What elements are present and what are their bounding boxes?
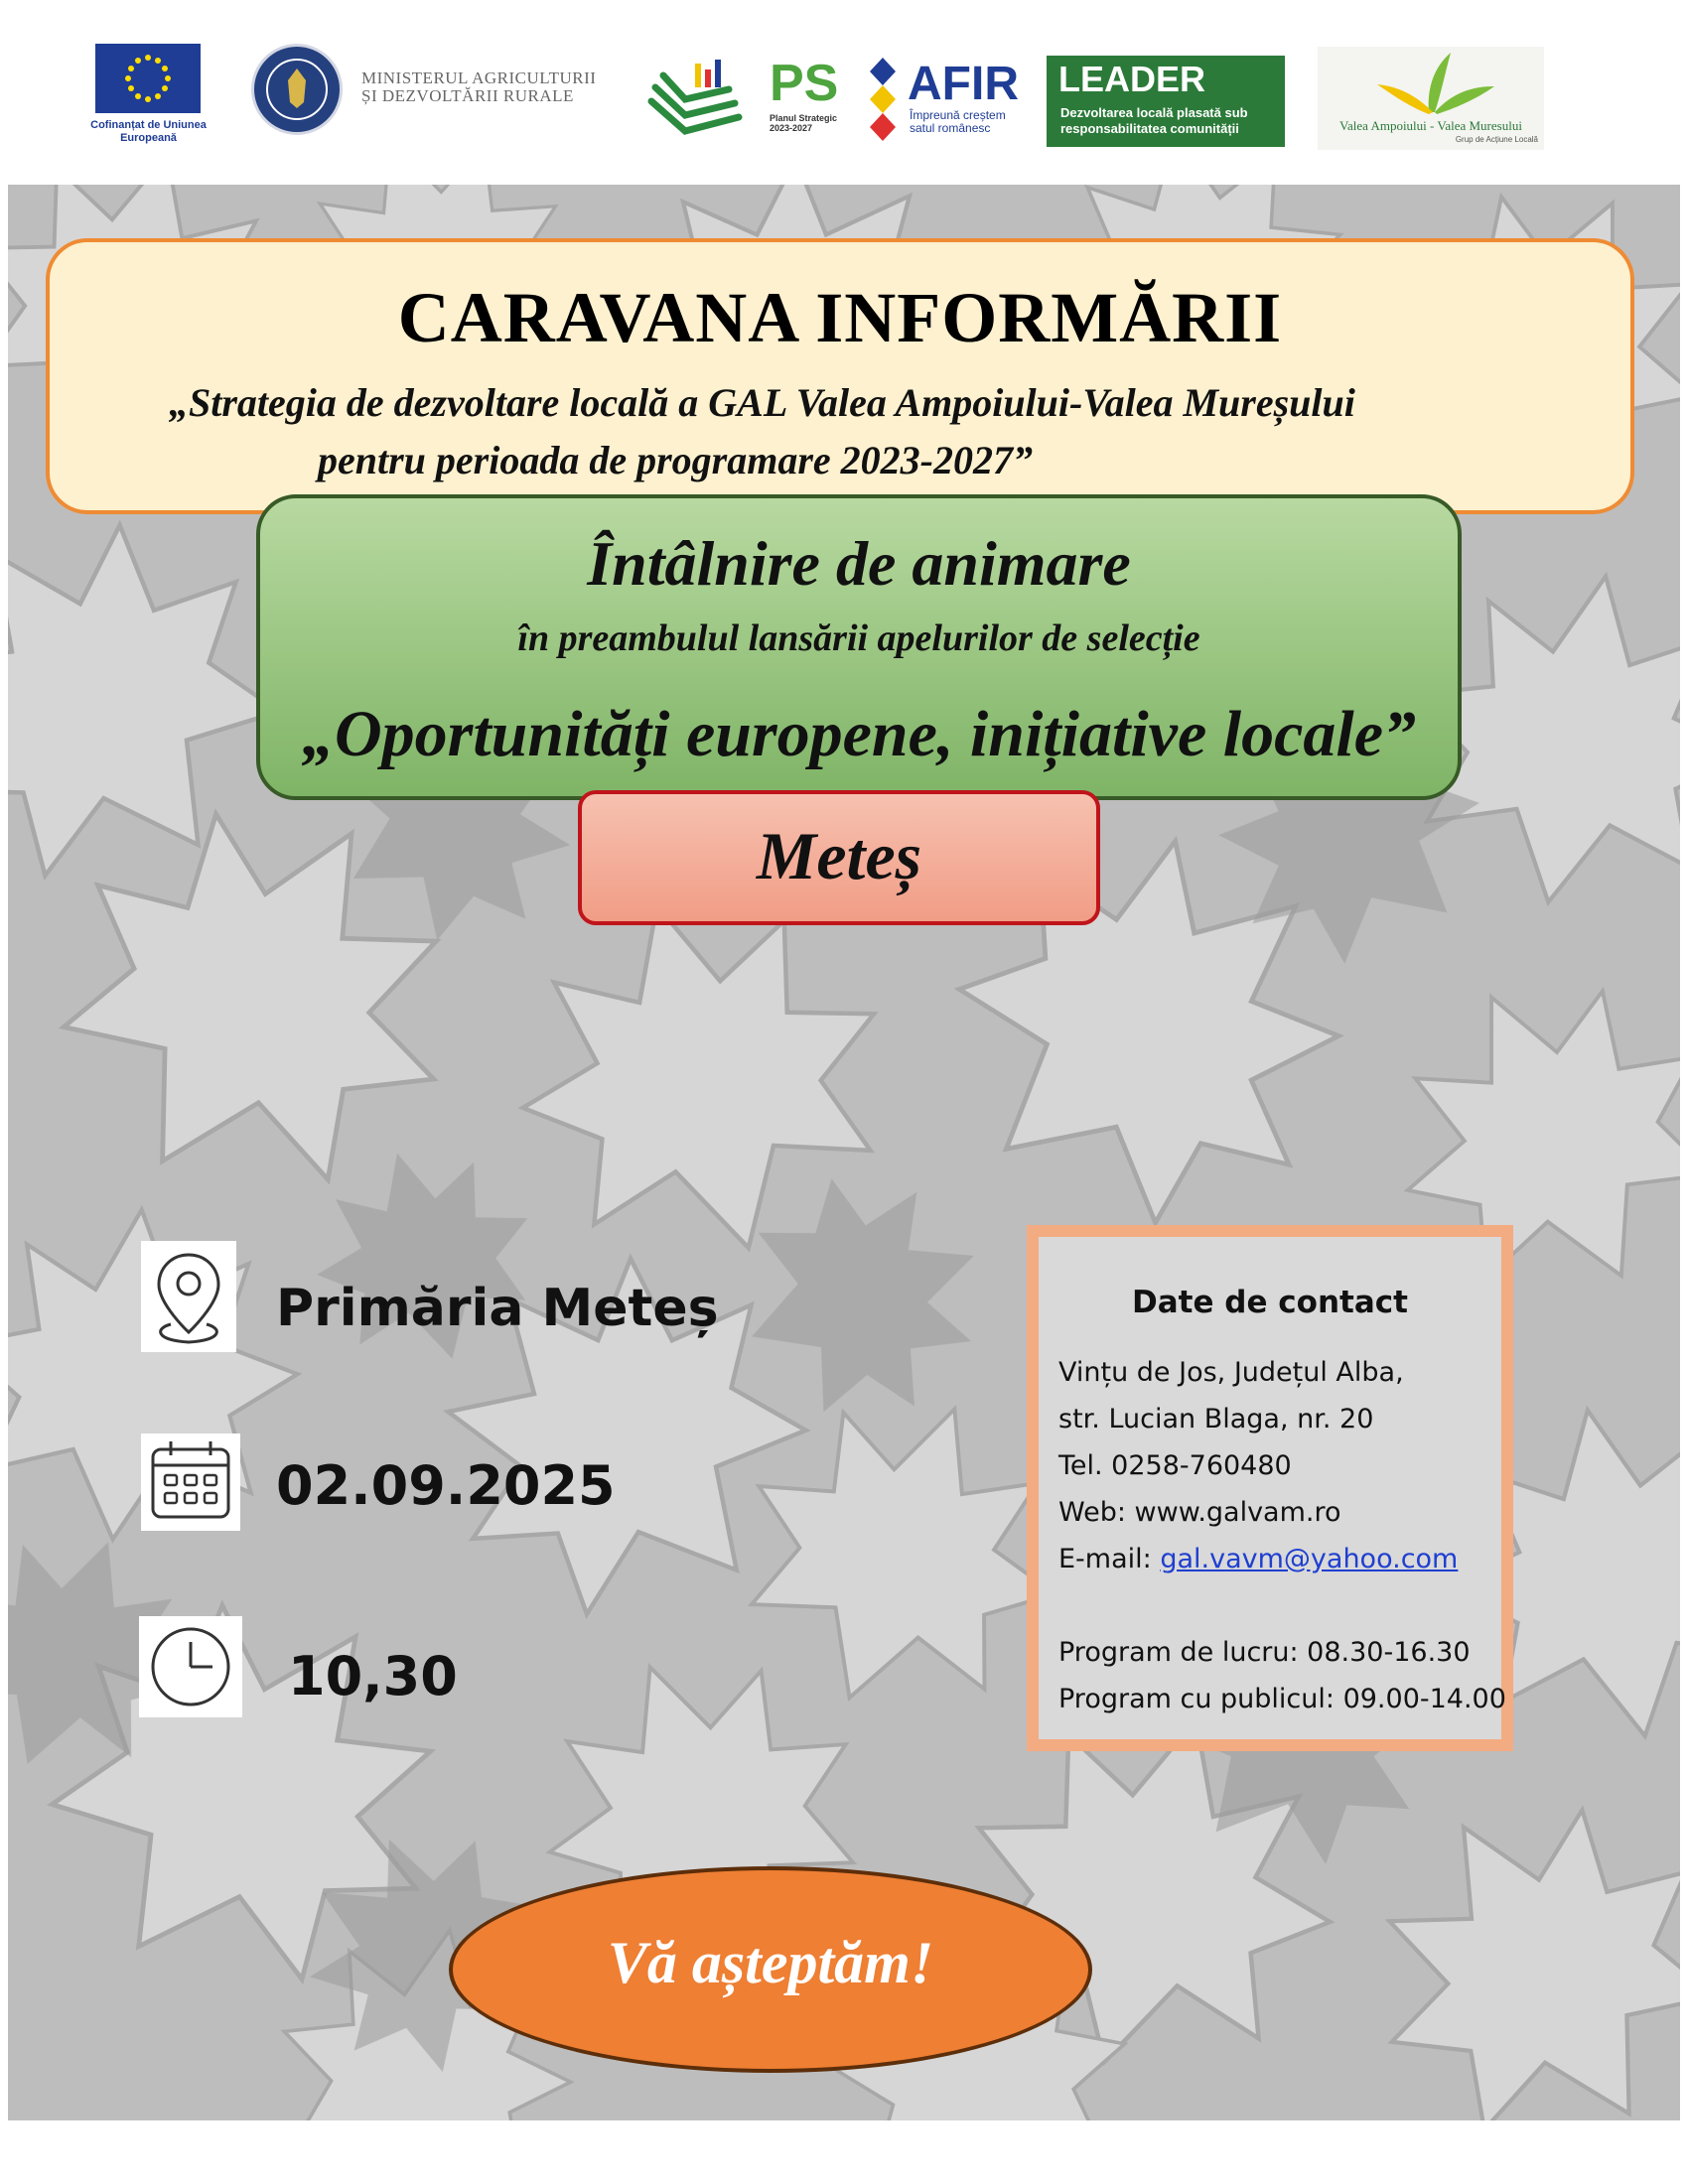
ministry-name	[361, 69, 620, 105]
government-seal-icon	[251, 44, 343, 135]
ps-stripes-icon	[645, 56, 745, 141]
afir-title: AFIR	[908, 58, 1019, 110]
eu-flag-icon	[95, 44, 201, 113]
eu-caption: Cofinanțat de Uniunea Europeană	[90, 119, 207, 144]
calendar-icon	[141, 1433, 240, 1531]
event-date: 02.09.2025	[276, 1454, 616, 1517]
gal-logo	[1318, 47, 1544, 150]
title-banner	[46, 238, 1634, 514]
event-time: 10,30	[288, 1645, 458, 1707]
afir-subtitle: Împreună creștem satul românesc	[910, 108, 1006, 135]
afir-flag-icon	[870, 58, 896, 143]
ministry-line2: ȘI DEZVOLTĂRII RURALE	[361, 86, 574, 105]
contact-address-line2: str. Lucian Blaga, nr. 20	[1058, 1404, 1374, 1434]
logo-bar	[0, 0, 1688, 179]
contact-hours-public: Program cu publicul: 09.00-14.00	[1058, 1684, 1506, 1714]
contact-email-row	[1058, 1543, 1458, 1576]
closing-text: Vă așteptăm!	[607, 1930, 934, 1995]
contact-hours-work: Program de lucru: 08.30-16.30	[1058, 1637, 1471, 1668]
contact-title: Date de contact	[1132, 1285, 1408, 1320]
contact-address-line1: Vințu de Jos, Județul Alba,	[1058, 1357, 1404, 1388]
meeting-heading: Întâlnire de animare	[587, 528, 1131, 599]
gal-name: Valea Ampoiului - Valea Muresului	[1339, 118, 1522, 133]
contact-email-link[interactable]: gal.vavm@yahoo.com	[1160, 1544, 1459, 1574]
poster-subtitle-line1: „Strategia de dezvoltare locală a GAL Valea Ampoiului-Valea Mureșului	[169, 380, 1355, 425]
event-place: Primăria Meteș	[276, 1279, 719, 1338]
meeting-banner	[256, 494, 1462, 800]
poster-subtitle-line2: pentru perioada de programare 2023-2027”	[318, 438, 1033, 482]
clock-icon	[139, 1616, 242, 1717]
contact-email-label: E-mail:	[1058, 1544, 1161, 1574]
locality-banner	[578, 790, 1100, 925]
closing-ellipse	[449, 1866, 1092, 2073]
contact-panel	[1039, 1237, 1506, 1739]
contact-box	[1027, 1225, 1513, 1751]
locality-name: Meteș	[756, 818, 922, 893]
location-pin-icon	[141, 1241, 236, 1352]
ministry-line1: MINISTERUL AGRICULTURII	[361, 68, 597, 87]
gal-subtitle: Grup de Acțiune Locală	[1455, 135, 1538, 144]
ps-subtitle: Planul Strategic 2023-2027	[770, 113, 838, 133]
gal-leaf-icon	[1318, 47, 1544, 118]
contact-web: Web: www.galvam.ro	[1058, 1497, 1341, 1528]
ps-title: PS	[770, 55, 839, 112]
leader-subtitle: Dezvoltarea locală plasată sub responsabilitatea comunității	[1060, 105, 1248, 136]
leader-title: LEADER	[1058, 59, 1206, 99]
poster-title: CARAVANA INFORMĂRII	[397, 278, 1283, 357]
leader-logo	[1047, 56, 1285, 147]
contact-phone: Tel. 0258-760480	[1058, 1450, 1292, 1481]
meeting-slogan: „Oportunități europene, inițiative locale”	[302, 698, 1416, 770]
meeting-subheading: în preambulul lansării apelurilor de selecție	[517, 617, 1200, 659]
